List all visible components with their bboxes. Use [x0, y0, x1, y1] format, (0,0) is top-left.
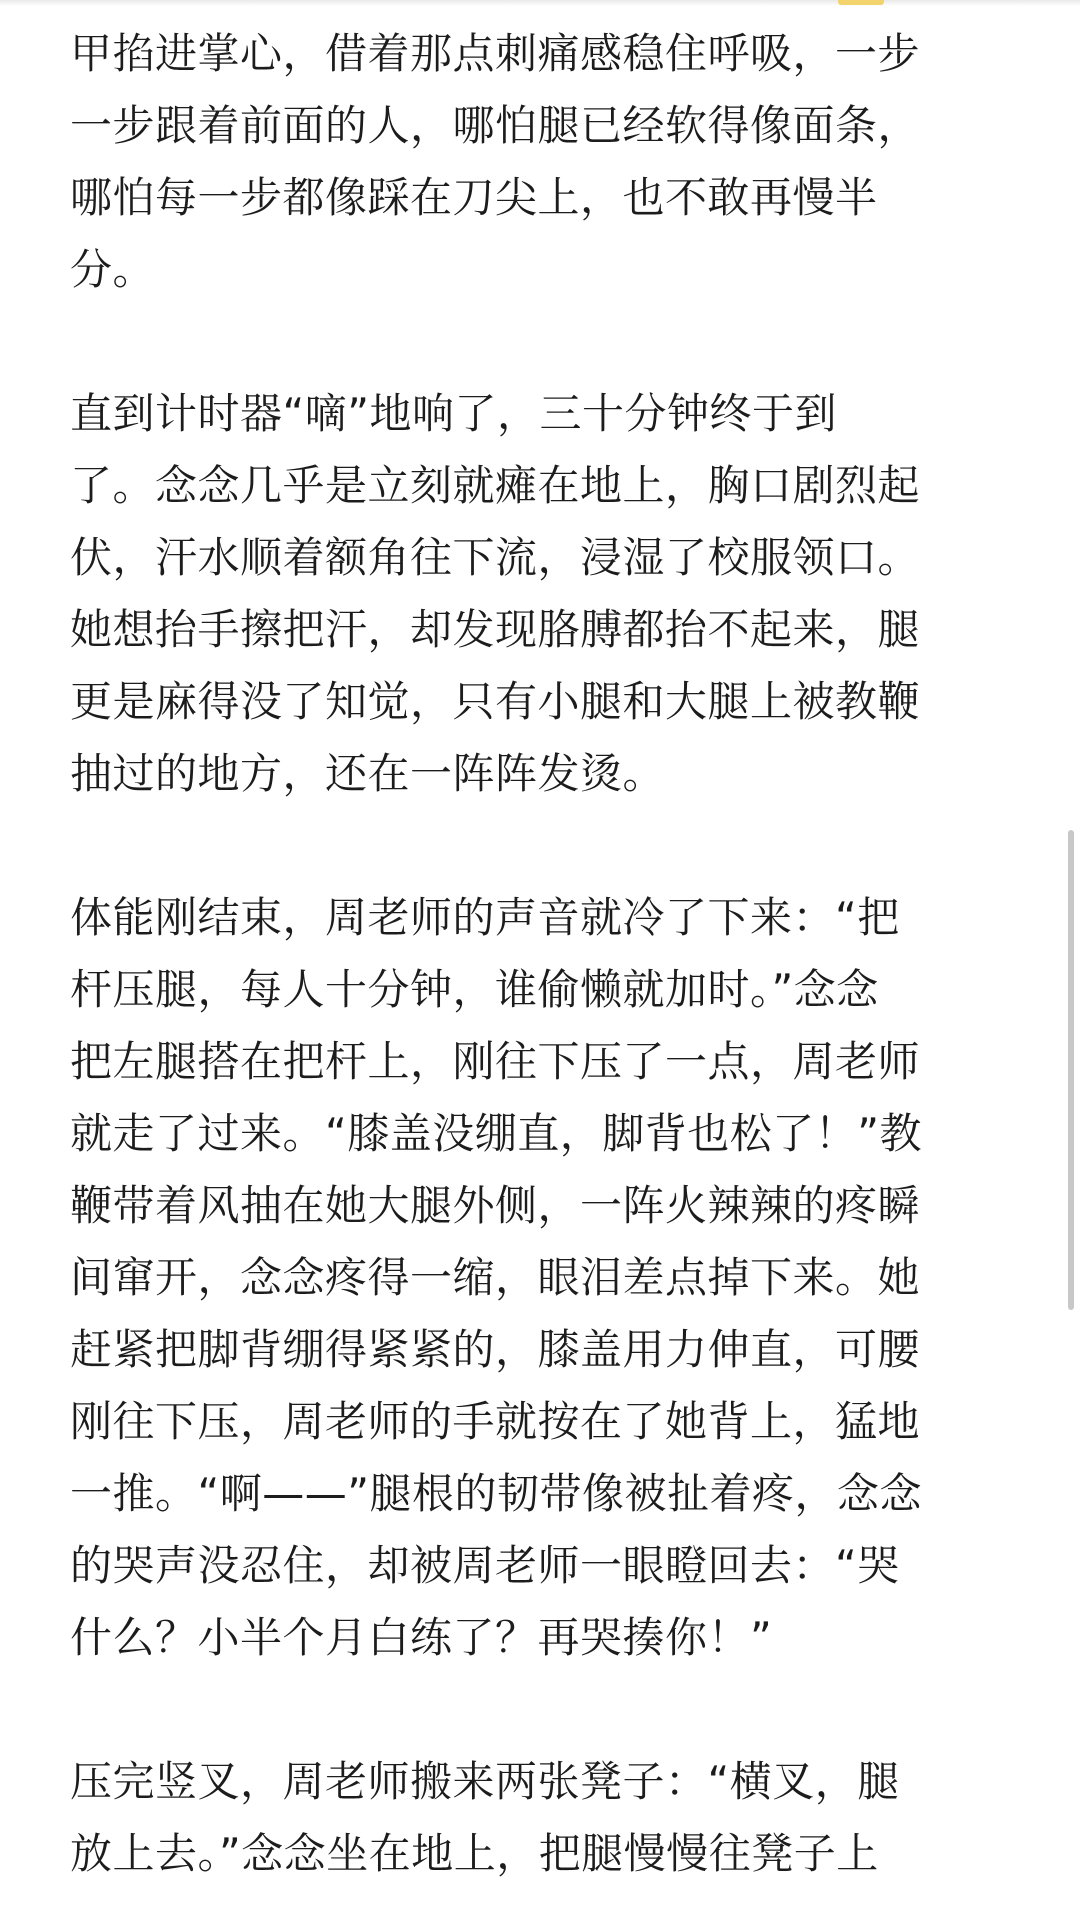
- paragraph: [70, 378, 1010, 810]
- text-line: 甲掐进掌心，借着那点刺痛感稳住呼吸，一步: [70, 29, 921, 78]
- text-line: 哪怕每一步都像踩在刀尖上，也不敢再慢半: [70, 173, 878, 222]
- top-edge-shadow: [0, 0, 1080, 6]
- text-line: 更是麻得没了知觉，只有小腿和大腿上被教鞭: [70, 677, 921, 726]
- text-line: 抽过的地方，还在一阵阵发烫。: [70, 749, 666, 798]
- paragraph: [70, 18, 1010, 306]
- text-line: 什么？小半个月白练了？再哭揍你！”: [70, 1613, 773, 1662]
- text-line: 分。: [70, 245, 156, 294]
- paragraph: [70, 1746, 1010, 1890]
- text-line: 直到计时器“嘀”地响了，三十分钟终于到: [70, 389, 838, 438]
- text-line: 一步跟着前面的人，哪怕腿已经软得像面条，: [70, 101, 921, 150]
- text-line: 就走了过来。“膝盖没绷直，脚背也松了！”教: [70, 1109, 923, 1158]
- text-line: 间窜开，念念疼得一缩，眼泪差点掉下来。她: [70, 1253, 921, 1302]
- paragraph: [70, 882, 1010, 1674]
- text-line: 杆压腿，每人十分钟，谁偷懒就加时。”念念: [70, 965, 879, 1014]
- text-line: 她想抬手擦把汗，却发现胳膊都抬不起来，腿: [70, 605, 921, 654]
- text-line: 伏，汗水顺着额角往下流，浸湿了校服领口。: [70, 533, 921, 582]
- text-line: 鞭带着风抽在她大腿外侧，一阵火辣辣的疼瞬: [70, 1181, 921, 1230]
- article-body: [70, 18, 1010, 1906]
- scrollbar-thumb[interactable]: [1068, 830, 1074, 1310]
- highlight-marker: [838, 0, 884, 5]
- scrollbar-track[interactable]: [1064, 0, 1080, 1906]
- text-line: 把左腿搭在把杆上，刚往下压了一点，周老师: [70, 1037, 921, 1086]
- text-line: 压完竖叉，周老师搬来两张凳子：“横叉，腿: [70, 1757, 900, 1806]
- text-line: 体能刚结束，周老师的声音就冷了下来：“把: [70, 893, 900, 942]
- text-line: 的哭声没忍住，却被周老师一眼瞪回去：“哭: [70, 1541, 900, 1590]
- text-line: 放上去。”念念坐在地上，把腿慢慢往凳子上: [70, 1829, 879, 1878]
- text-line: 了。念念几乎是立刻就瘫在地上，胸口剧烈起: [70, 461, 921, 510]
- text-line: 赶紧把脚背绷得紧紧的，膝盖用力伸直，可腰: [70, 1325, 921, 1374]
- text-line: 刚往下压，周老师的手就按在了她背上，猛地: [70, 1397, 921, 1446]
- text-line: 一推。“啊——”腿根的韧带像被扯着疼，念念: [70, 1469, 923, 1518]
